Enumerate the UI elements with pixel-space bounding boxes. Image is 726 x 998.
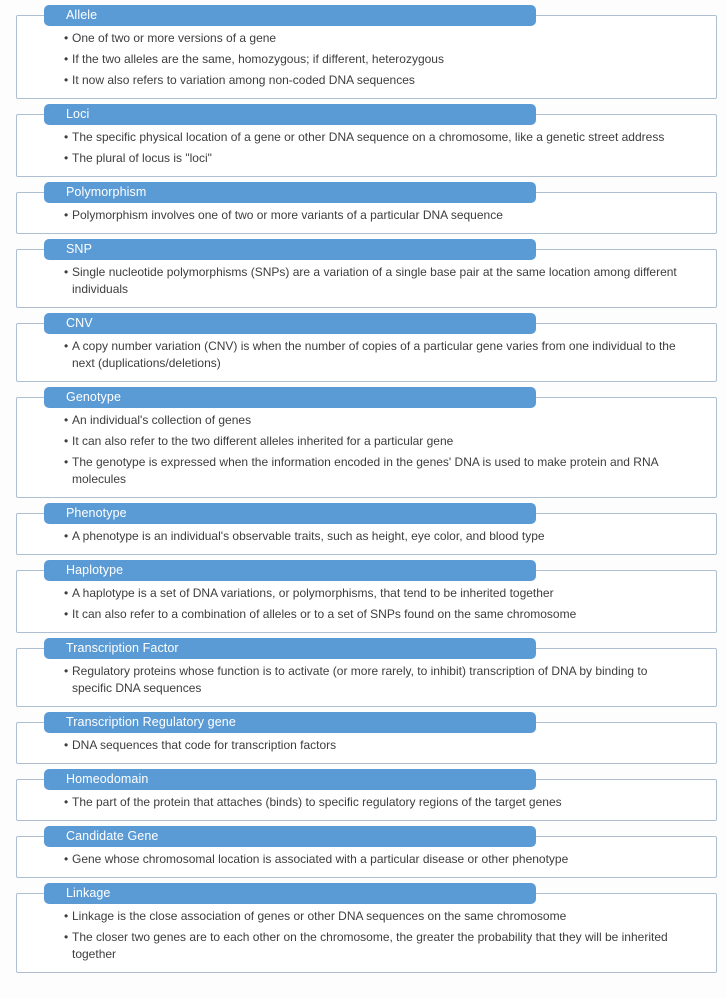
- term-bullet: • Single nucleotide polymorphisms (SNPs) are a variation of a single base pair at the same location among different individuals: [64, 264, 688, 298]
- term-body-box: [16, 397, 717, 498]
- term-section-genotype: [16, 387, 717, 498]
- term-bullet-list: [64, 129, 688, 167]
- term-title: Genotype: [66, 390, 122, 405]
- term-title: Loci: [66, 107, 90, 122]
- term-header-bar: [44, 313, 536, 334]
- term-section-linkage: [16, 883, 717, 973]
- term-header-bar: [44, 883, 536, 904]
- term-bullet: • If the two alleles are the same, homozygous; if different, heterozygous: [64, 51, 688, 68]
- term-bullet-list: [64, 412, 688, 488]
- term-bullet-list: [64, 851, 688, 868]
- term-section-snp: [16, 239, 717, 308]
- term-title: Transcription Factor: [66, 641, 179, 656]
- term-header-bar: [44, 5, 536, 26]
- term-section-candidate-gene: [16, 826, 717, 878]
- term-header-bar: [44, 104, 536, 125]
- term-header-bar: [44, 638, 536, 659]
- term-bullet: • It can also refer to a combination of alleles or to a set of SNPs found on the same chromosome: [64, 606, 688, 623]
- term-bullet: • Linkage is the close association of genes or other DNA sequences on the same chromosome: [64, 908, 688, 925]
- term-bullet: • An individual's collection of genes: [64, 412, 688, 429]
- term-header-bar: [44, 769, 536, 790]
- term-title: Candidate Gene: [66, 829, 159, 844]
- term-title: Haplotype: [66, 563, 124, 578]
- term-bullet-list: [64, 264, 688, 298]
- term-section-transcription-factor: [16, 638, 717, 707]
- term-bullet-list: [64, 663, 688, 697]
- term-bullet: • One of two or more versions of a gene: [64, 30, 688, 47]
- term-bullet: • Gene whose chromosomal location is associated with a particular disease or other phenotype: [64, 851, 688, 868]
- term-section-phenotype: [16, 503, 717, 555]
- term-bullet: • A haplotype is a set of DNA variations, or polymorphisms, that tend to be inherited together: [64, 585, 688, 602]
- term-bullet-list: [64, 794, 688, 811]
- term-bullet: • It now also refers to variation among non-coded DNA sequences: [64, 72, 688, 89]
- term-title: SNP: [66, 242, 93, 257]
- term-section-homeodomain: [16, 769, 717, 821]
- term-bullet-list: [64, 338, 688, 372]
- term-bullet-list: [64, 908, 688, 963]
- term-section-allele: [16, 5, 717, 99]
- term-body-box: [16, 15, 717, 99]
- term-header-bar: [44, 503, 536, 524]
- term-section-transcription-regulatory-gene: [16, 712, 717, 764]
- term-bullet: • Regulatory proteins whose function is to activate (or more rarely, to inhibit) transcription of DNA by binding to specific DNA sequences: [64, 663, 688, 697]
- term-section-polymorphism: [16, 182, 717, 234]
- term-bullet: • The plural of locus is "loci": [64, 150, 688, 167]
- term-bullet: • It can also refer to the two different alleles inherited for a particular gene: [64, 433, 688, 450]
- term-bullet-list: [64, 737, 688, 754]
- term-section-haplotype: [16, 560, 717, 633]
- term-section-loci: [16, 104, 717, 177]
- term-bullet: • The specific physical location of a gene or other DNA sequence on a chromosome, like a genetic street address: [64, 129, 688, 146]
- term-title: Allele: [66, 8, 98, 23]
- term-header-bar: [44, 560, 536, 581]
- term-body-box: [16, 893, 717, 973]
- term-header-bar: [44, 387, 536, 408]
- term-bullet-list: [64, 528, 688, 545]
- term-section-cnv: [16, 313, 717, 382]
- term-title: Phenotype: [66, 506, 127, 521]
- term-header-bar: [44, 182, 536, 203]
- term-bullet-list: [64, 207, 688, 224]
- term-bullet: • The closer two genes are to each other on the chromosome, the greater the probability that they will be inherited together: [64, 929, 688, 963]
- term-bullet: • A copy number variation (CNV) is when the number of copies of a particular gene varies from one individual to the next (duplications/deletions): [64, 338, 688, 372]
- term-header-bar: [44, 712, 536, 733]
- term-title: Transcription Regulatory gene: [66, 715, 236, 730]
- term-title: Homeodomain: [66, 772, 149, 787]
- term-bullet: • Polymorphism involves one of two or more variants of a particular DNA sequence: [64, 207, 688, 224]
- term-bullet: • The part of the protein that attaches (binds) to specific regulatory regions of the target genes: [64, 794, 688, 811]
- term-bullet: • A phenotype is an individual's observable traits, such as height, eye color, and blood type: [64, 528, 688, 545]
- term-header-bar: [44, 239, 536, 260]
- term-bullet: • The genotype is expressed when the information encoded in the genes' DNA is used to make protein and RNA molecules: [64, 454, 688, 488]
- term-bullet-list: [64, 30, 688, 89]
- term-title: CNV: [66, 316, 93, 331]
- term-title: Polymorphism: [66, 185, 147, 200]
- term-header-bar: [44, 826, 536, 847]
- term-sections: [16, 5, 717, 973]
- term-bullet: • DNA sequences that code for transcription factors: [64, 737, 688, 754]
- term-title: Linkage: [66, 886, 111, 901]
- term-bullet-list: [64, 585, 688, 623]
